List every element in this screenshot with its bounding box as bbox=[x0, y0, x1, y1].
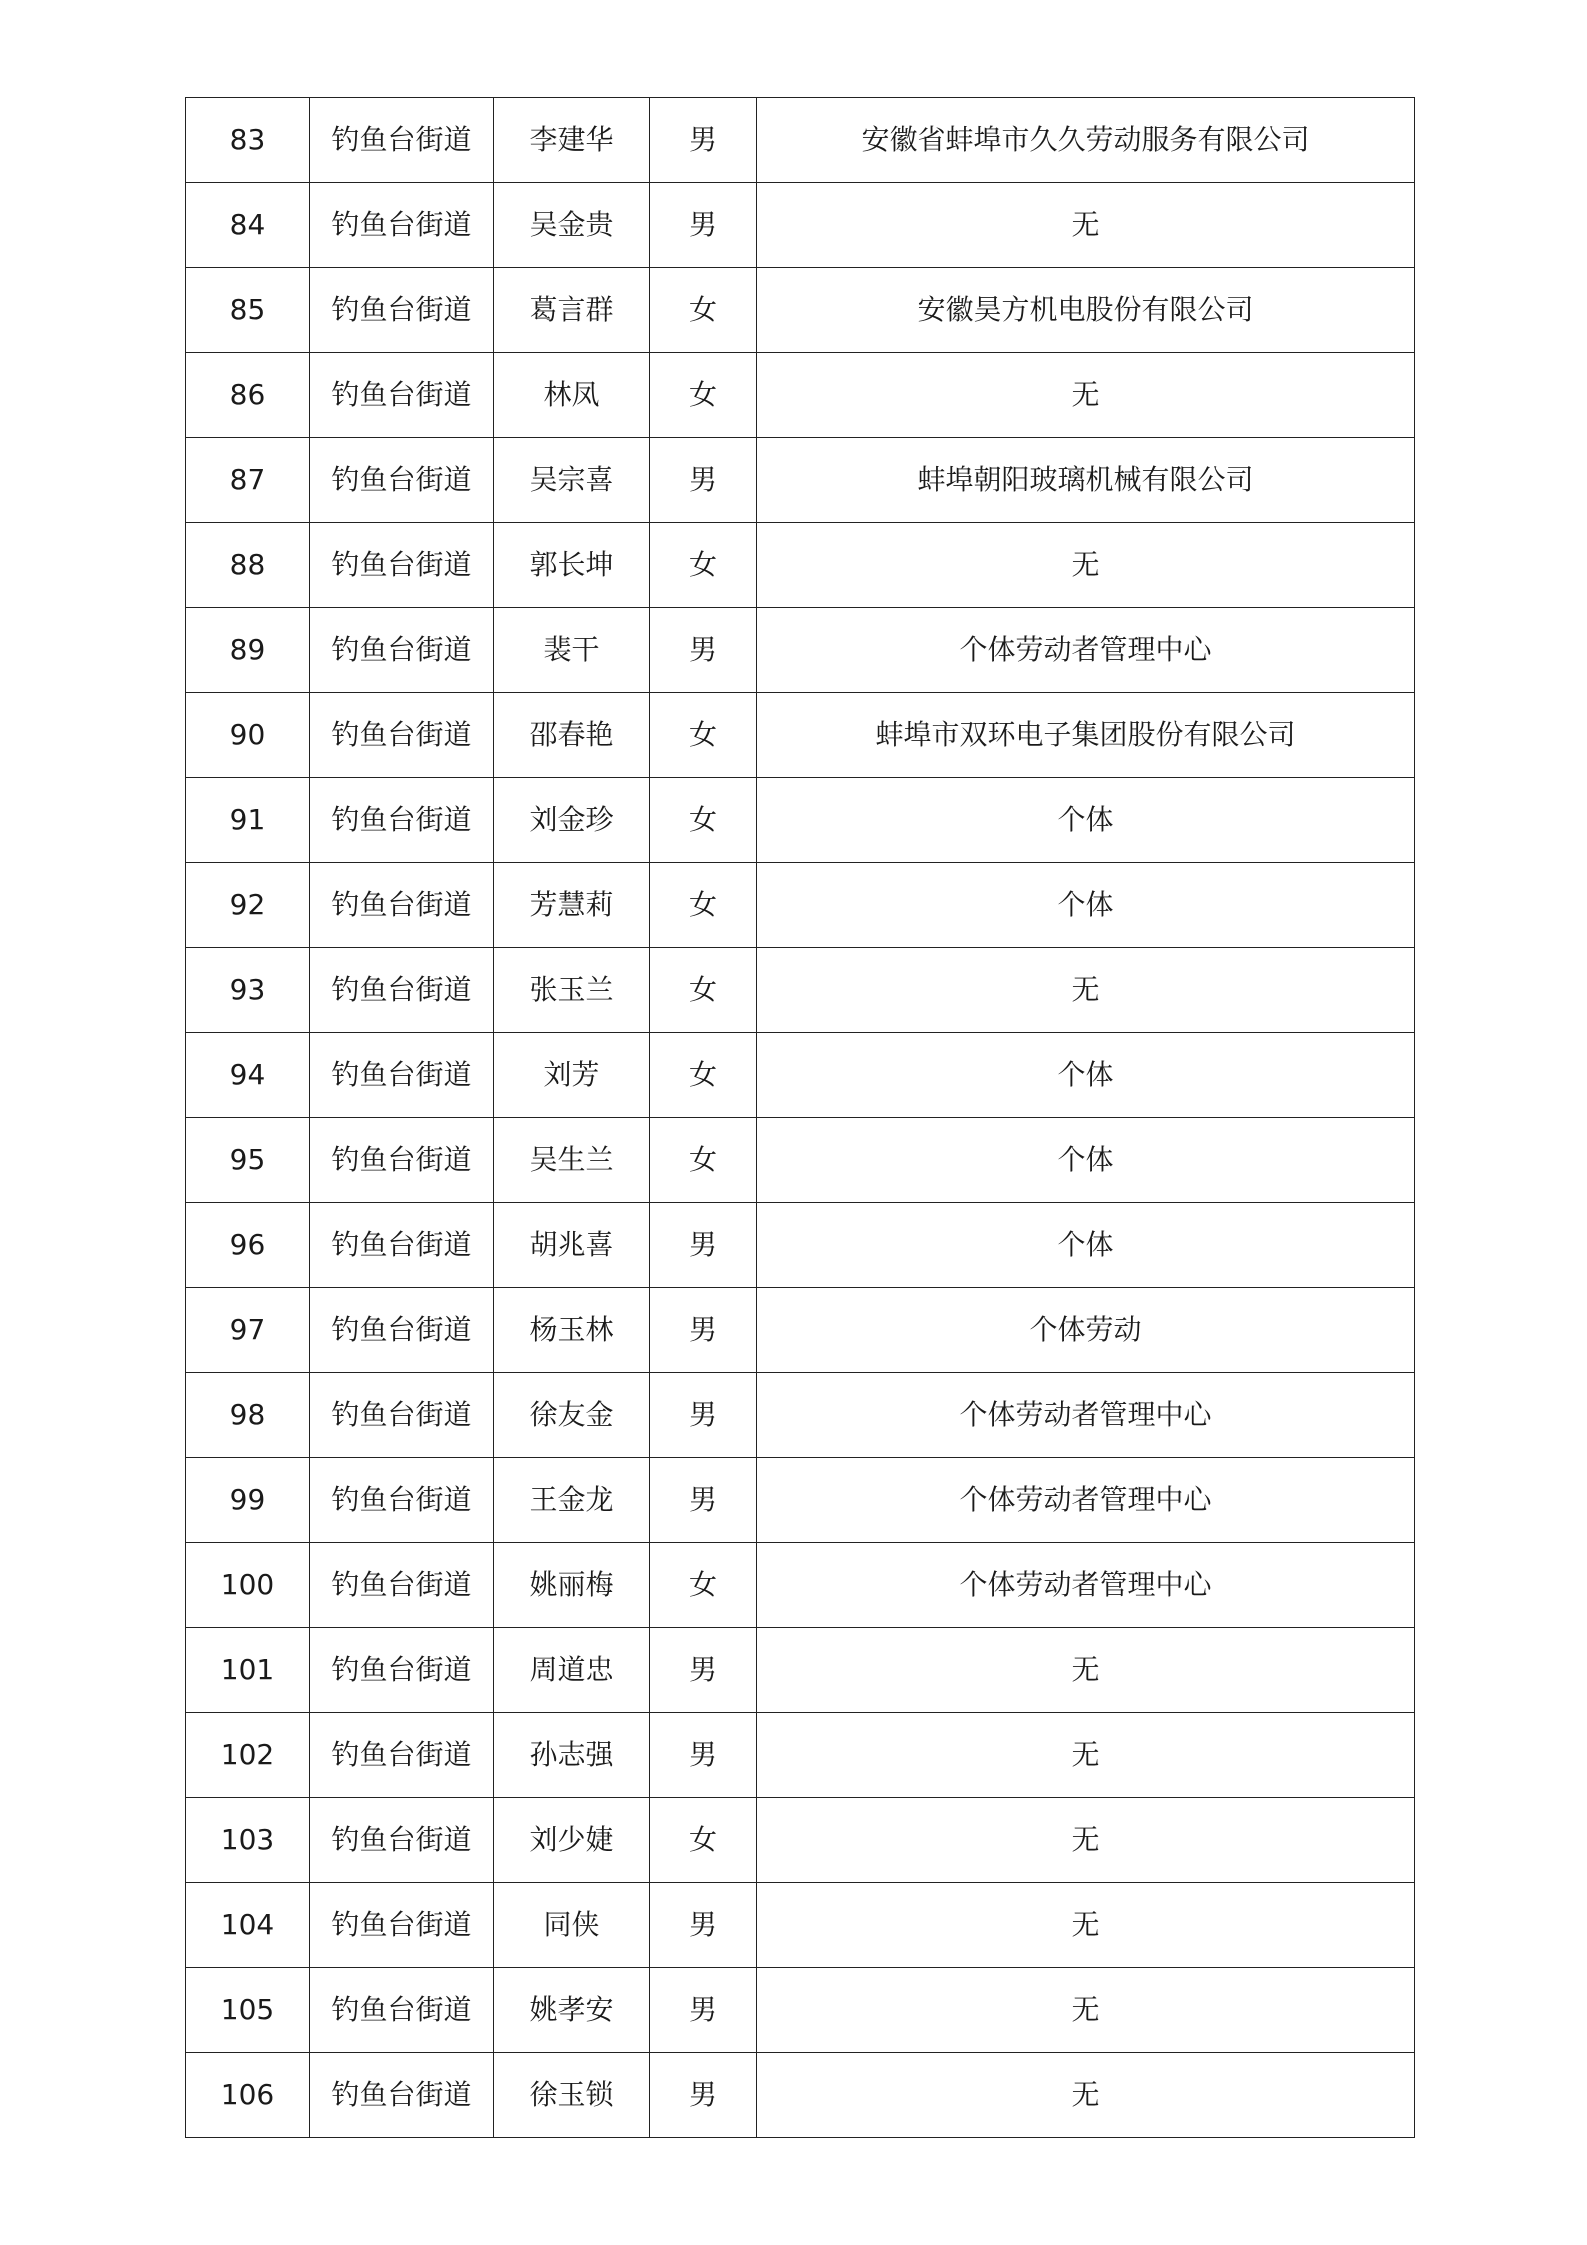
gender-cell: 男 bbox=[650, 1883, 757, 1968]
gender-cell: 男 bbox=[650, 1458, 757, 1543]
person-name-cell: 郭长坤 bbox=[494, 523, 650, 608]
person-name-cell: 周道忠 bbox=[494, 1628, 650, 1713]
row-number-cell: 105 bbox=[186, 1968, 310, 2053]
organization-cell: 安徽省蚌埠市久久劳动服务有限公司 bbox=[757, 98, 1415, 183]
street-cell: 钓鱼台街道 bbox=[310, 608, 494, 693]
street-cell: 钓鱼台街道 bbox=[310, 1288, 494, 1373]
street-cell: 钓鱼台街道 bbox=[310, 693, 494, 778]
gender-cell: 男 bbox=[650, 1203, 757, 1288]
street-cell: 钓鱼台街道 bbox=[310, 1373, 494, 1458]
gender-cell: 女 bbox=[650, 268, 757, 353]
person-name-cell: 胡兆喜 bbox=[494, 1203, 650, 1288]
person-name-cell: 姚丽梅 bbox=[494, 1543, 650, 1628]
gender-cell: 男 bbox=[650, 1968, 757, 2053]
table-row bbox=[186, 438, 1415, 523]
organization-cell: 无 bbox=[757, 1713, 1415, 1798]
row-number-cell: 100 bbox=[186, 1543, 310, 1628]
table-row bbox=[186, 1373, 1415, 1458]
person-name-cell: 邵春艳 bbox=[494, 693, 650, 778]
person-name-cell: 孙志强 bbox=[494, 1713, 650, 1798]
street-cell: 钓鱼台街道 bbox=[310, 1798, 494, 1883]
table-row bbox=[186, 183, 1415, 268]
person-name-cell: 刘少婕 bbox=[494, 1798, 650, 1883]
person-name-cell: 裴干 bbox=[494, 608, 650, 693]
person-name-cell: 徐友金 bbox=[494, 1373, 650, 1458]
table-row bbox=[186, 1033, 1415, 1118]
gender-cell: 女 bbox=[650, 863, 757, 948]
table-row bbox=[186, 1543, 1415, 1628]
person-name-cell: 葛言群 bbox=[494, 268, 650, 353]
table-row bbox=[186, 1458, 1415, 1543]
gender-cell: 男 bbox=[650, 438, 757, 523]
street-cell: 钓鱼台街道 bbox=[310, 523, 494, 608]
table-row bbox=[186, 523, 1415, 608]
organization-cell: 个体劳动者管理中心 bbox=[757, 1543, 1415, 1628]
row-number-cell: 99 bbox=[186, 1458, 310, 1543]
street-cell: 钓鱼台街道 bbox=[310, 2053, 494, 2138]
organization-cell: 无 bbox=[757, 2053, 1415, 2138]
table-row bbox=[186, 1288, 1415, 1373]
person-name-cell: 刘金珍 bbox=[494, 778, 650, 863]
organization-cell: 个体劳动 bbox=[757, 1288, 1415, 1373]
organization-cell: 无 bbox=[757, 523, 1415, 608]
gender-cell: 女 bbox=[650, 948, 757, 1033]
street-cell: 钓鱼台街道 bbox=[310, 353, 494, 438]
row-number-cell: 102 bbox=[186, 1713, 310, 1798]
street-cell: 钓鱼台街道 bbox=[310, 1713, 494, 1798]
organization-cell: 安徽昊方机电股份有限公司 bbox=[757, 268, 1415, 353]
organization-cell: 个体 bbox=[757, 778, 1415, 863]
organization-cell: 个体 bbox=[757, 1033, 1415, 1118]
organization-cell: 个体 bbox=[757, 1203, 1415, 1288]
gender-cell: 男 bbox=[650, 1628, 757, 1713]
table-row bbox=[186, 948, 1415, 1033]
table-row bbox=[186, 693, 1415, 778]
organization-cell: 无 bbox=[757, 353, 1415, 438]
organization-cell: 个体 bbox=[757, 1118, 1415, 1203]
gender-cell: 男 bbox=[650, 608, 757, 693]
row-number-cell: 89 bbox=[186, 608, 310, 693]
street-cell: 钓鱼台街道 bbox=[310, 183, 494, 268]
gender-cell: 男 bbox=[650, 98, 757, 183]
person-name-cell: 芳慧莉 bbox=[494, 863, 650, 948]
organization-cell: 蚌埠市双环电子集团股份有限公司 bbox=[757, 693, 1415, 778]
person-name-cell: 林凤 bbox=[494, 353, 650, 438]
street-cell: 钓鱼台街道 bbox=[310, 1628, 494, 1713]
organization-cell: 个体劳动者管理中心 bbox=[757, 608, 1415, 693]
person-name-cell: 姚孝安 bbox=[494, 1968, 650, 2053]
table-row bbox=[186, 778, 1415, 863]
row-number-cell: 95 bbox=[186, 1118, 310, 1203]
row-number-cell: 91 bbox=[186, 778, 310, 863]
person-name-cell: 张玉兰 bbox=[494, 948, 650, 1033]
row-number-cell: 93 bbox=[186, 948, 310, 1033]
street-cell: 钓鱼台街道 bbox=[310, 1883, 494, 1968]
gender-cell: 女 bbox=[650, 1118, 757, 1203]
street-cell: 钓鱼台街道 bbox=[310, 1033, 494, 1118]
row-number-cell: 94 bbox=[186, 1033, 310, 1118]
row-number-cell: 96 bbox=[186, 1203, 310, 1288]
person-name-cell: 刘芳 bbox=[494, 1033, 650, 1118]
organization-cell: 个体劳动者管理中心 bbox=[757, 1373, 1415, 1458]
person-name-cell: 李建华 bbox=[494, 98, 650, 183]
organization-cell: 无 bbox=[757, 948, 1415, 1033]
street-cell: 钓鱼台街道 bbox=[310, 438, 494, 523]
table-row bbox=[186, 2053, 1415, 2138]
street-cell: 钓鱼台街道 bbox=[310, 863, 494, 948]
table-row bbox=[186, 1713, 1415, 1798]
street-cell: 钓鱼台街道 bbox=[310, 268, 494, 353]
row-number-cell: 87 bbox=[186, 438, 310, 523]
street-cell: 钓鱼台街道 bbox=[310, 1543, 494, 1628]
table-row bbox=[186, 353, 1415, 438]
street-cell: 钓鱼台街道 bbox=[310, 1203, 494, 1288]
street-cell: 钓鱼台街道 bbox=[310, 1458, 494, 1543]
organization-cell: 无 bbox=[757, 183, 1415, 268]
person-name-cell: 吴宗喜 bbox=[494, 438, 650, 523]
person-name-cell: 吴金贵 bbox=[494, 183, 650, 268]
table-row bbox=[186, 1883, 1415, 1968]
organization-cell: 个体劳动者管理中心 bbox=[757, 1458, 1415, 1543]
gender-cell: 男 bbox=[650, 2053, 757, 2138]
table-row bbox=[186, 1118, 1415, 1203]
organization-cell: 个体 bbox=[757, 863, 1415, 948]
person-name-cell: 王金龙 bbox=[494, 1458, 650, 1543]
organization-cell: 无 bbox=[757, 1883, 1415, 1968]
street-cell: 钓鱼台街道 bbox=[310, 1968, 494, 2053]
organization-cell: 无 bbox=[757, 1968, 1415, 2053]
gender-cell: 男 bbox=[650, 1373, 757, 1458]
row-number-cell: 97 bbox=[186, 1288, 310, 1373]
gender-cell: 女 bbox=[650, 1033, 757, 1118]
gender-cell: 男 bbox=[650, 1713, 757, 1798]
table-row bbox=[186, 608, 1415, 693]
row-number-cell: 104 bbox=[186, 1883, 310, 1968]
row-number-cell: 84 bbox=[186, 183, 310, 268]
row-number-cell: 106 bbox=[186, 2053, 310, 2138]
table-row bbox=[186, 1203, 1415, 1288]
person-name-cell: 吴生兰 bbox=[494, 1118, 650, 1203]
street-cell: 钓鱼台街道 bbox=[310, 98, 494, 183]
row-number-cell: 98 bbox=[186, 1373, 310, 1458]
gender-cell: 女 bbox=[650, 523, 757, 608]
gender-cell: 女 bbox=[650, 778, 757, 863]
row-number-cell: 83 bbox=[186, 98, 310, 183]
gender-cell: 女 bbox=[650, 1798, 757, 1883]
table-row bbox=[186, 1968, 1415, 2053]
person-name-cell: 徐玉锁 bbox=[494, 2053, 650, 2138]
street-cell: 钓鱼台街道 bbox=[310, 948, 494, 1033]
row-number-cell: 101 bbox=[186, 1628, 310, 1713]
table-row bbox=[186, 863, 1415, 948]
street-cell: 钓鱼台街道 bbox=[310, 1118, 494, 1203]
street-cell: 钓鱼台街道 bbox=[310, 778, 494, 863]
row-number-cell: 90 bbox=[186, 693, 310, 778]
organization-cell: 蚌埠朝阳玻璃机械有限公司 bbox=[757, 438, 1415, 523]
gender-cell: 男 bbox=[650, 183, 757, 268]
person-name-cell: 同侠 bbox=[494, 1883, 650, 1968]
organization-cell: 无 bbox=[757, 1798, 1415, 1883]
gender-cell: 女 bbox=[650, 1543, 757, 1628]
table-row bbox=[186, 1628, 1415, 1713]
row-number-cell: 85 bbox=[186, 268, 310, 353]
table-row bbox=[186, 98, 1415, 183]
row-number-cell: 92 bbox=[186, 863, 310, 948]
gender-cell: 男 bbox=[650, 1288, 757, 1373]
roster-table-body bbox=[186, 98, 1415, 2138]
organization-cell: 无 bbox=[757, 1628, 1415, 1713]
gender-cell: 女 bbox=[650, 693, 757, 778]
table-row bbox=[186, 1798, 1415, 1883]
roster-table bbox=[185, 97, 1415, 2138]
person-name-cell: 杨玉林 bbox=[494, 1288, 650, 1373]
row-number-cell: 103 bbox=[186, 1798, 310, 1883]
gender-cell: 女 bbox=[650, 353, 757, 438]
row-number-cell: 88 bbox=[186, 523, 310, 608]
table-row bbox=[186, 268, 1415, 353]
row-number-cell: 86 bbox=[186, 353, 310, 438]
